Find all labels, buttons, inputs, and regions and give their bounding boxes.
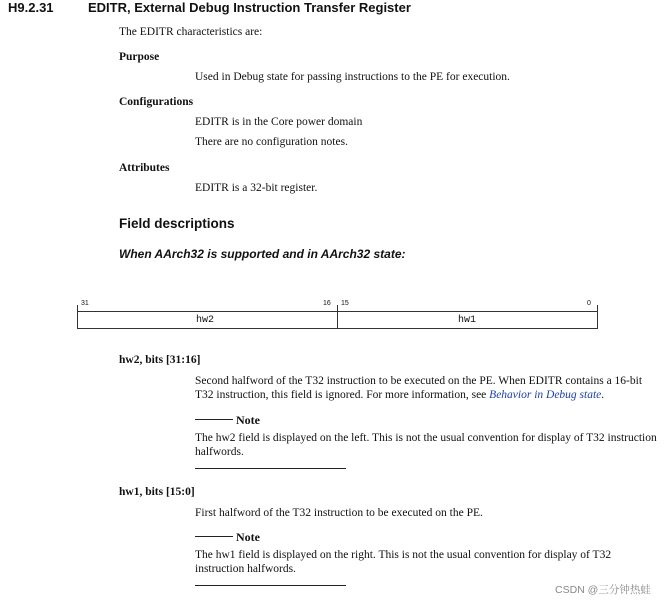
- bit-label-31: 31: [81, 300, 89, 307]
- hw1-note-line2: instruction halfwords.: [195, 563, 296, 575]
- section-number: H9.2.31: [8, 0, 54, 15]
- section-title: EDITR, External Debug Instruction Transfer Register: [88, 0, 411, 15]
- hw1-note-line1: The hw1 field is displayed on the right. This is not the usual convention for display of T32: [195, 549, 612, 561]
- hw2-note-line1: The hw2 field is displayed on the left. This is not the usual convention for display of T32 instruction: [195, 432, 657, 444]
- configurations-heading: Configurations: [119, 96, 194, 108]
- register-divider: [337, 311, 338, 329]
- field-label-hw2: hw2: [196, 315, 215, 326]
- hw2-note-label: Note: [236, 413, 260, 427]
- hw2-line2: [195, 389, 604, 401]
- configurations-line1: EDITR is in the Core power domain: [195, 116, 363, 128]
- field-label-hw1: hw1: [458, 315, 477, 326]
- attributes-text: EDITR is a 32-bit register.: [195, 182, 318, 194]
- note-rule-bottom: [195, 468, 346, 469]
- hw1-line1: First halfword of the T32 instruction to be executed on the PE.: [195, 507, 483, 519]
- field-descriptions-subheading: When AArch32 is supported and in AArch32 state:: [119, 247, 406, 261]
- note-rule-left: [195, 536, 233, 537]
- configurations-line2: There are no configuration notes.: [195, 136, 348, 148]
- hw1-heading: hw1, bits [15:0]: [119, 486, 195, 498]
- hw2-heading: hw2, bits [31:16]: [119, 354, 201, 366]
- bit-label-15: 15: [341, 300, 349, 307]
- bit-label-0: 0: [587, 300, 591, 307]
- attributes-heading: Attributes: [119, 162, 170, 174]
- bit-label-16: 16: [323, 300, 331, 307]
- watermark: CSDN @三分钟热蛙: [555, 584, 651, 596]
- field-descriptions-heading: Field descriptions: [119, 216, 235, 231]
- intro-text: The EDITR characteristics are:: [119, 26, 263, 38]
- purpose-text: Used in Debug state for passing instructions to the PE for execution.: [195, 71, 510, 83]
- hw2-note-line2: halfwords.: [195, 446, 244, 458]
- behavior-in-debug-state-link[interactable]: Behavior in Debug state: [489, 389, 602, 401]
- purpose-heading: Purpose: [119, 51, 160, 63]
- hw1-note-label: Note: [236, 530, 260, 544]
- hw2-line2-prefix: T32 instruction, this field is ignored. For more information, see: [195, 389, 490, 401]
- hw2-line1: Second halfword of the T32 instruction to be executed on the PE. When EDITR contains a 16-bit: [195, 375, 643, 387]
- note-rule-left: [195, 419, 233, 420]
- note-rule-bottom: [195, 585, 346, 586]
- hw2-line2-suffix: .: [601, 389, 605, 401]
